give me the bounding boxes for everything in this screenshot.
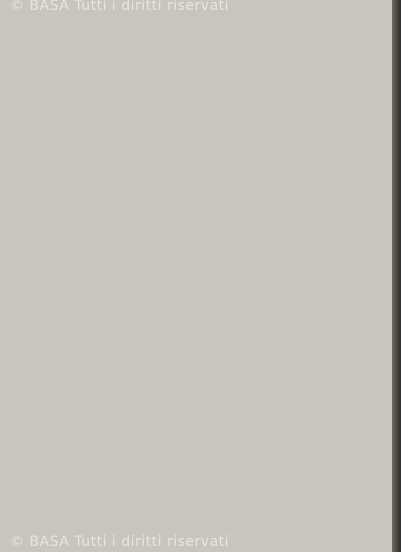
- right-section: [214, 160, 386, 180]
- section-text: [14, 16, 192, 36]
- right-section: [214, 40, 386, 60]
- section-text: [214, 136, 386, 156]
- right-section: [214, 16, 386, 36]
- section-text: [214, 40, 386, 60]
- right-column: [214, 16, 386, 534]
- right-section: [214, 112, 386, 132]
- right-section: [214, 64, 386, 84]
- right-section: [214, 136, 386, 156]
- section-text: [214, 112, 386, 132]
- section-text: [14, 40, 192, 60]
- section-text: [214, 160, 386, 180]
- section-text: [214, 88, 386, 108]
- left-section: [14, 64, 192, 84]
- right-section: [214, 88, 386, 108]
- watermark-top: © BASA Tutti i diritti riservati: [10, 0, 230, 14]
- left-column: [14, 16, 192, 534]
- left-section: [14, 16, 192, 36]
- section-text: [214, 16, 386, 36]
- page-binding: [392, 0, 401, 552]
- left-section: [14, 40, 192, 60]
- section-text: [214, 64, 386, 84]
- watermark-bottom: © BASA Tutti i diritti riservati: [10, 534, 230, 550]
- section-text: [14, 64, 192, 84]
